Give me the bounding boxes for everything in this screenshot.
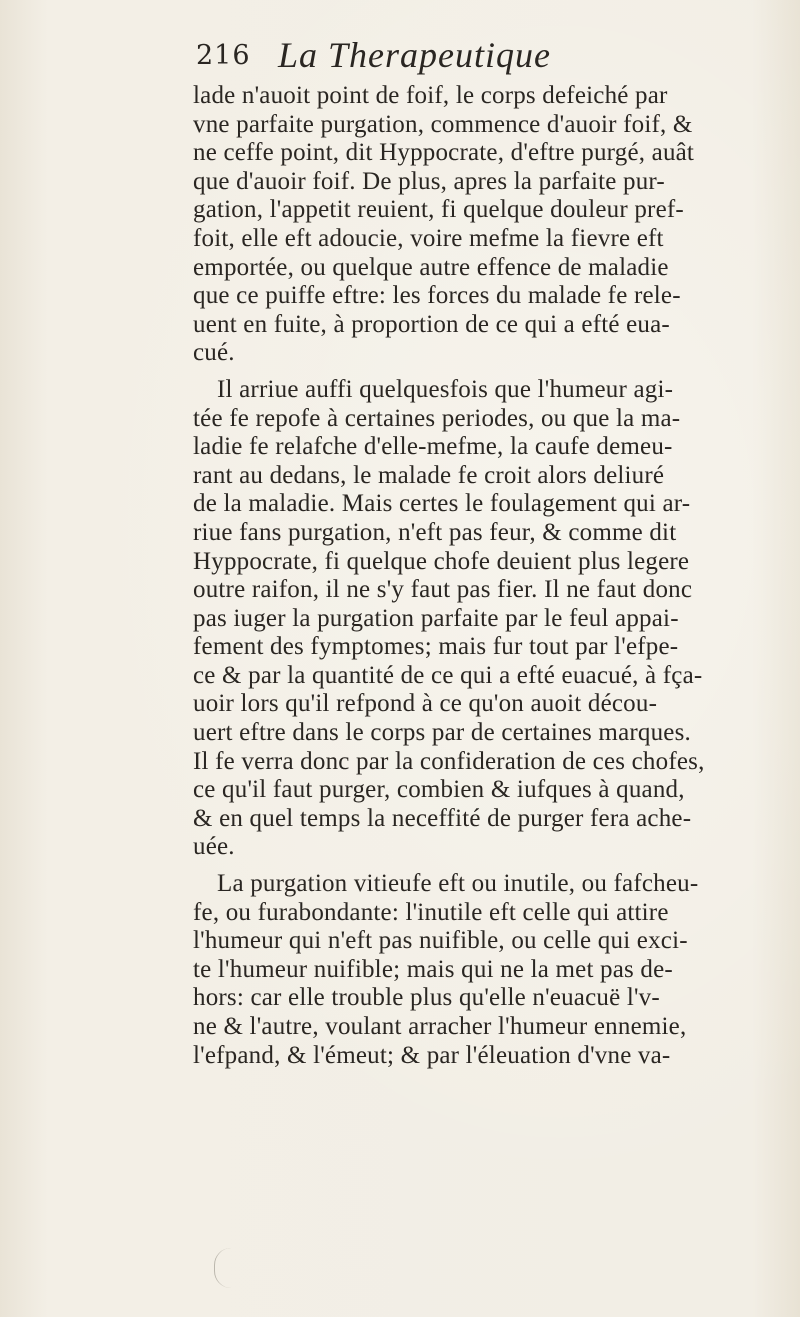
text-line: l'efpand, & l'émeut; & par l'éleuation d'vne va-: [193, 1041, 671, 1069]
page-header: [196, 34, 716, 82]
text-line: uert eftre dans le corps par de certaines marques.: [193, 719, 691, 747]
body-text: [193, 82, 773, 1070]
text-line: pas iuger la purgation parfaite par le feul appai-: [193, 604, 679, 632]
text-line: fement des fymptomes; mais fur tout par l'efpe-: [193, 633, 679, 661]
text-line: & en quel temps la neceffité de purger fera ache-: [193, 804, 692, 832]
paragraph-3: [193, 870, 773, 1070]
text-line: que ce puiffe eftre: les forces du malade fe rele-: [193, 282, 681, 310]
text-line: Hyppocrate, fi quelque chofe deuient plus legere: [193, 547, 690, 575]
text-line: te l'humeur nuifible; mais qui ne la met pas de-: [193, 955, 673, 983]
paragraph-gap: [193, 862, 773, 870]
text-line: uoir lors qu'il refpond à ce qu'on auoit décou-: [193, 690, 658, 718]
text-line: riue fans purgation, n'eft pas feur, & comme dit: [193, 518, 677, 546]
text-line: outre raifon, il ne s'y faut pas fier. Il ne faut donc: [193, 576, 693, 604]
pencil-mark: [214, 1248, 231, 1288]
text-line: ne ceffe point, dit Hyppocrate, d'eftre purgé, auât: [193, 139, 695, 167]
text-line: fe, ou furabondante: l'inutile eft celle qui attire: [193, 898, 669, 926]
text-line: lade n'auoit point de foif, le corps defeiché par: [193, 82, 668, 109]
text-line: l'humeur qui n'eft pas nuifible, ou celle qui exci-: [193, 927, 688, 955]
text-line: uent en fuite, à proportion de ce qui a efté eua-: [193, 310, 670, 338]
text-line: hors: car elle trouble plus qu'elle n'euacuë l'v-: [193, 984, 660, 1012]
text-line: tée fe repofe à certaines periodes, ou que la ma-: [193, 404, 681, 432]
page-number: 216: [196, 40, 251, 71]
text-line: ce qu'il faut purger, combien & iufques à quand,: [193, 776, 685, 804]
text-line: uée.: [193, 833, 235, 861]
running-title: La Therapeutique: [278, 35, 551, 75]
text-line: de la maladie. Mais certes le foulagement qui ar-: [193, 490, 691, 518]
text-line: Il fe verra donc par la confideration de ces chofes,: [193, 747, 705, 775]
text-line: ladie fe relafche d'elle-mefme, la caufe demeu-: [193, 433, 673, 461]
paragraph-gap: [193, 368, 773, 376]
paragraph-2: [193, 376, 773, 862]
text-line: rant au dedans, le malade fe croit alors deliuré: [193, 461, 665, 489]
text-line: gation, l'appetit reuient, fi quelque douleur pref-: [193, 196, 684, 224]
text-line: Il arriue auffi quelquesfois que l'humeur agi-: [217, 375, 674, 403]
paragraph-1: [193, 82, 773, 368]
text-line: emportée, ou quelque autre effence de maladie: [193, 253, 669, 281]
text-line: foit, elle eft adoucie, voire mefme la fievre eft: [193, 224, 664, 252]
text-line: ce & par la quantité de ce qui a efté euacué, à fça-: [193, 661, 703, 689]
text-line: ne & l'autre, voulant arracher l'humeur ennemie,: [193, 1013, 687, 1040]
text-line: vne parfaite purgation, commence d'auoir foif, &: [193, 110, 693, 138]
text-line: La purgation vitieufe eft ou inutile, ou fafcheu-: [217, 870, 699, 898]
text-line: cué.: [193, 339, 235, 367]
text-line: que d'auoir foif. De plus, apres la parfaite pur-: [193, 167, 665, 195]
